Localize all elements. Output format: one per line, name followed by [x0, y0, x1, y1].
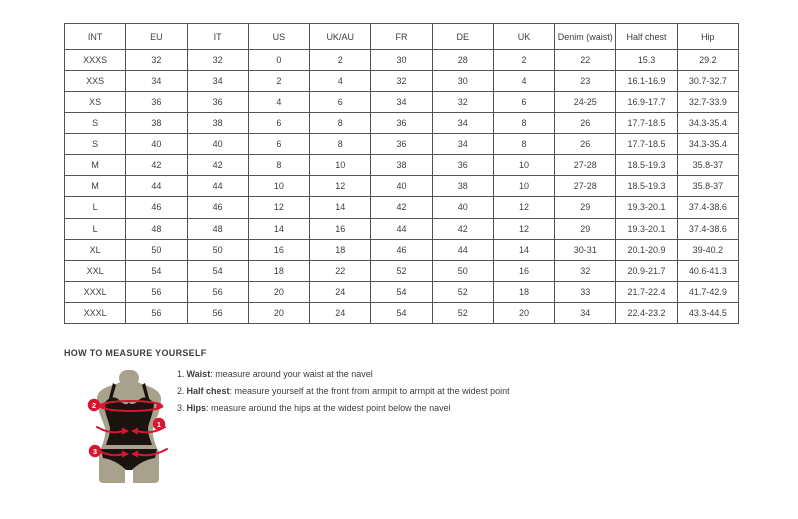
table-cell: 8: [493, 113, 554, 134]
measure-step: [177, 366, 597, 383]
table-cell: 38: [187, 113, 248, 134]
table-cell: 27-28: [555, 176, 616, 197]
table-cell: 29: [555, 218, 616, 239]
table-cell: 37.4-38.6: [677, 197, 738, 218]
table-cell: 56: [126, 302, 187, 323]
table-cell: 12: [310, 176, 371, 197]
table-cell: 14: [248, 218, 309, 239]
table-cell: 19.3-20.1: [616, 197, 677, 218]
table-cell: XXXL: [65, 302, 126, 323]
table-cell: 22: [310, 260, 371, 281]
table-cell: 52: [432, 281, 493, 302]
half-chest-badge: [88, 399, 100, 411]
table-row: [65, 260, 739, 281]
table-header-cell: UK: [493, 24, 554, 50]
table-row: [65, 239, 739, 260]
table-cell: 46: [371, 239, 432, 260]
table-cell: 10: [493, 155, 554, 176]
table-cell: 40: [187, 134, 248, 155]
table-cell: 34.3-35.4: [677, 134, 738, 155]
table-cell: 38: [432, 176, 493, 197]
table-cell: 30-31: [555, 239, 616, 260]
table-cell: 44: [126, 176, 187, 197]
table-header-cell: EU: [126, 24, 187, 50]
table-row: [65, 155, 739, 176]
table-cell: 10: [310, 155, 371, 176]
table-cell: 14: [310, 197, 371, 218]
table-cell: 56: [126, 281, 187, 302]
waist-badge: [153, 418, 165, 430]
table-cell: 16: [248, 239, 309, 260]
table-cell: S: [65, 113, 126, 134]
table-header-cell: Denim (waist): [555, 24, 616, 50]
step-text: : measure around the hips at the widest point below the navel: [206, 403, 451, 413]
table-cell: 48: [187, 218, 248, 239]
table-cell: 20: [248, 302, 309, 323]
table-cell: 28: [432, 50, 493, 71]
svg-text:2: 2: [91, 400, 97, 410]
table-cell: 24-25: [555, 92, 616, 113]
table-cell: 50: [432, 260, 493, 281]
table-body: [65, 50, 739, 324]
table-cell: 2: [310, 50, 371, 71]
svg-text:1: 1: [156, 419, 162, 429]
table-cell: 40.6-41.3: [677, 260, 738, 281]
table-cell: 16: [310, 218, 371, 239]
table-cell: M: [65, 155, 126, 176]
table-cell: 52: [371, 260, 432, 281]
table-cell: 30: [432, 71, 493, 92]
table-cell: 29.2: [677, 50, 738, 71]
table-cell: 34: [432, 134, 493, 155]
table-cell: L: [65, 197, 126, 218]
measurement-figure-illustration: [85, 368, 175, 488]
table-cell: 8: [248, 155, 309, 176]
table-cell: 10: [493, 176, 554, 197]
step-number: 1.: [177, 369, 185, 379]
table-cell: XS: [65, 92, 126, 113]
table-header-cell: Half chest: [616, 24, 677, 50]
table-cell: 20.1-20.9: [616, 239, 677, 260]
table-cell: 33: [555, 281, 616, 302]
table-cell: 34: [555, 302, 616, 323]
table-row: [65, 113, 739, 134]
table-cell: 35.8-37: [677, 176, 738, 197]
table-cell: 39-40.2: [677, 239, 738, 260]
table-cell: 6: [248, 113, 309, 134]
table-cell: 54: [371, 281, 432, 302]
table-cell: 44: [187, 176, 248, 197]
table-cell: 4: [493, 71, 554, 92]
table-cell: 34: [432, 113, 493, 134]
measure-steps: [177, 366, 597, 417]
table-cell: 56: [187, 281, 248, 302]
table-cell: 40: [432, 197, 493, 218]
table-row: [65, 134, 739, 155]
table-cell: 2: [493, 50, 554, 71]
table-cell: 4: [248, 92, 309, 113]
table-cell: 34: [187, 71, 248, 92]
table-cell: 18: [493, 281, 554, 302]
table-cell: 0: [248, 50, 309, 71]
table-cell: 32.7-33.9: [677, 92, 738, 113]
table-cell: 32: [371, 71, 432, 92]
table-cell: 30.7-32.7: [677, 71, 738, 92]
table-cell: 38: [371, 155, 432, 176]
table-row: [65, 50, 739, 71]
table-cell: 14: [493, 239, 554, 260]
svg-text:3: 3: [92, 446, 98, 456]
table-cell: 15.3: [616, 50, 677, 71]
table-cell: 36: [432, 155, 493, 176]
table-cell: 18: [248, 260, 309, 281]
table-cell: 6: [493, 92, 554, 113]
table-cell: 50: [187, 239, 248, 260]
table-cell: 34: [371, 92, 432, 113]
table-cell: 12: [248, 197, 309, 218]
table-cell: S: [65, 134, 126, 155]
table-cell: 35.8-37: [677, 155, 738, 176]
table-cell: 22: [555, 50, 616, 71]
table-cell: 44: [432, 239, 493, 260]
table-cell: 44: [371, 218, 432, 239]
table-cell: 36: [187, 92, 248, 113]
table-cell: 19.3-20.1: [616, 218, 677, 239]
table-cell: 46: [187, 197, 248, 218]
step-number: 3.: [177, 403, 185, 413]
step-label: Waist: [186, 369, 211, 379]
table-header-cell: UK/AU: [310, 24, 371, 50]
measure-step: [177, 400, 597, 417]
table-cell: 32: [555, 260, 616, 281]
table-cell: 37.4-38.6: [677, 218, 738, 239]
table-row: [65, 302, 739, 323]
size-chart-table: [64, 23, 739, 324]
table-cell: 24: [310, 302, 371, 323]
table-row: [65, 92, 739, 113]
table-cell: 17.7-18.5: [616, 134, 677, 155]
step-text: : measure yourself at the front from armpit to armpit at the widest point: [229, 386, 510, 396]
hips-badge: [89, 445, 101, 457]
table-cell: 54: [126, 260, 187, 281]
table-cell: 18.5-19.3: [616, 155, 677, 176]
table-cell: 18.5-19.3: [616, 176, 677, 197]
table-cell: L: [65, 218, 126, 239]
table-cell: 42: [187, 155, 248, 176]
table-cell: 48: [126, 218, 187, 239]
table-cell: 52: [432, 302, 493, 323]
table-header-cell: Hip: [677, 24, 738, 50]
table-cell: 12: [493, 197, 554, 218]
table-cell: 8: [310, 134, 371, 155]
table-cell: 6: [310, 92, 371, 113]
table-cell: 23: [555, 71, 616, 92]
step-label: Half chest: [186, 386, 230, 396]
table-cell: 54: [187, 260, 248, 281]
table-cell: 43.3-44.5: [677, 302, 738, 323]
table-cell: 30: [371, 50, 432, 71]
table-cell: M: [65, 176, 126, 197]
table-header-cell: INT: [65, 24, 126, 50]
table-cell: 42: [126, 155, 187, 176]
table-cell: 38: [126, 113, 187, 134]
table-cell: 42: [371, 197, 432, 218]
table-cell: 40: [371, 176, 432, 197]
table-row: [65, 71, 739, 92]
table-cell: 56: [187, 302, 248, 323]
table-cell: 32: [187, 50, 248, 71]
table-row: [65, 197, 739, 218]
table-header-cell: DE: [432, 24, 493, 50]
measure-step: [177, 383, 597, 400]
table-cell: 32: [432, 92, 493, 113]
table-cell: 50: [126, 239, 187, 260]
table-header-row: [65, 24, 739, 50]
table-cell: 16.1-16.9: [616, 71, 677, 92]
table-cell: 8: [310, 113, 371, 134]
step-text: : measure around your waist at the navel: [210, 369, 373, 379]
table-cell: 20: [248, 281, 309, 302]
table-cell: 42: [432, 218, 493, 239]
table-row: [65, 218, 739, 239]
step-number: 2.: [177, 386, 185, 396]
how-to-measure-heading: HOW TO MEASURE YOURSELF: [64, 348, 207, 358]
table-cell: 26: [555, 113, 616, 134]
table-cell: XXL: [65, 260, 126, 281]
table-cell: 20: [493, 302, 554, 323]
table-cell: XXXL: [65, 281, 126, 302]
step-label: Hips: [186, 403, 207, 413]
table-header-cell: US: [248, 24, 309, 50]
table-cell: 16.9-17.7: [616, 92, 677, 113]
table-cell: 27-28: [555, 155, 616, 176]
table-cell: 40: [126, 134, 187, 155]
table-cell: 20.9-21.7: [616, 260, 677, 281]
table-cell: 21.7-22.4: [616, 281, 677, 302]
table-cell: 36: [371, 113, 432, 134]
table-cell: 10: [248, 176, 309, 197]
table-row: [65, 176, 739, 197]
table-cell: 34.3-35.4: [677, 113, 738, 134]
table-row: [65, 281, 739, 302]
table-cell: 26: [555, 134, 616, 155]
table-cell: 12: [493, 218, 554, 239]
table-header-cell: FR: [371, 24, 432, 50]
table-cell: 54: [371, 302, 432, 323]
table-cell: XXXS: [65, 50, 126, 71]
table-cell: 8: [493, 134, 554, 155]
table-cell: 6: [248, 134, 309, 155]
table-cell: 41.7-42.9: [677, 281, 738, 302]
table-cell: 17.7-18.5: [616, 113, 677, 134]
table-cell: XXS: [65, 71, 126, 92]
table-cell: 32: [126, 50, 187, 71]
table-cell: 34: [126, 71, 187, 92]
table-cell: 18: [310, 239, 371, 260]
table-cell: 22.4-23.2: [616, 302, 677, 323]
table-cell: 24: [310, 281, 371, 302]
table-cell: 16: [493, 260, 554, 281]
table-cell: 46: [126, 197, 187, 218]
table-header-cell: IT: [187, 24, 248, 50]
table-cell: 29: [555, 197, 616, 218]
table-cell: 2: [248, 71, 309, 92]
table-cell: 36: [371, 134, 432, 155]
table-cell: 36: [126, 92, 187, 113]
table-cell: 4: [310, 71, 371, 92]
table-cell: XL: [65, 239, 126, 260]
